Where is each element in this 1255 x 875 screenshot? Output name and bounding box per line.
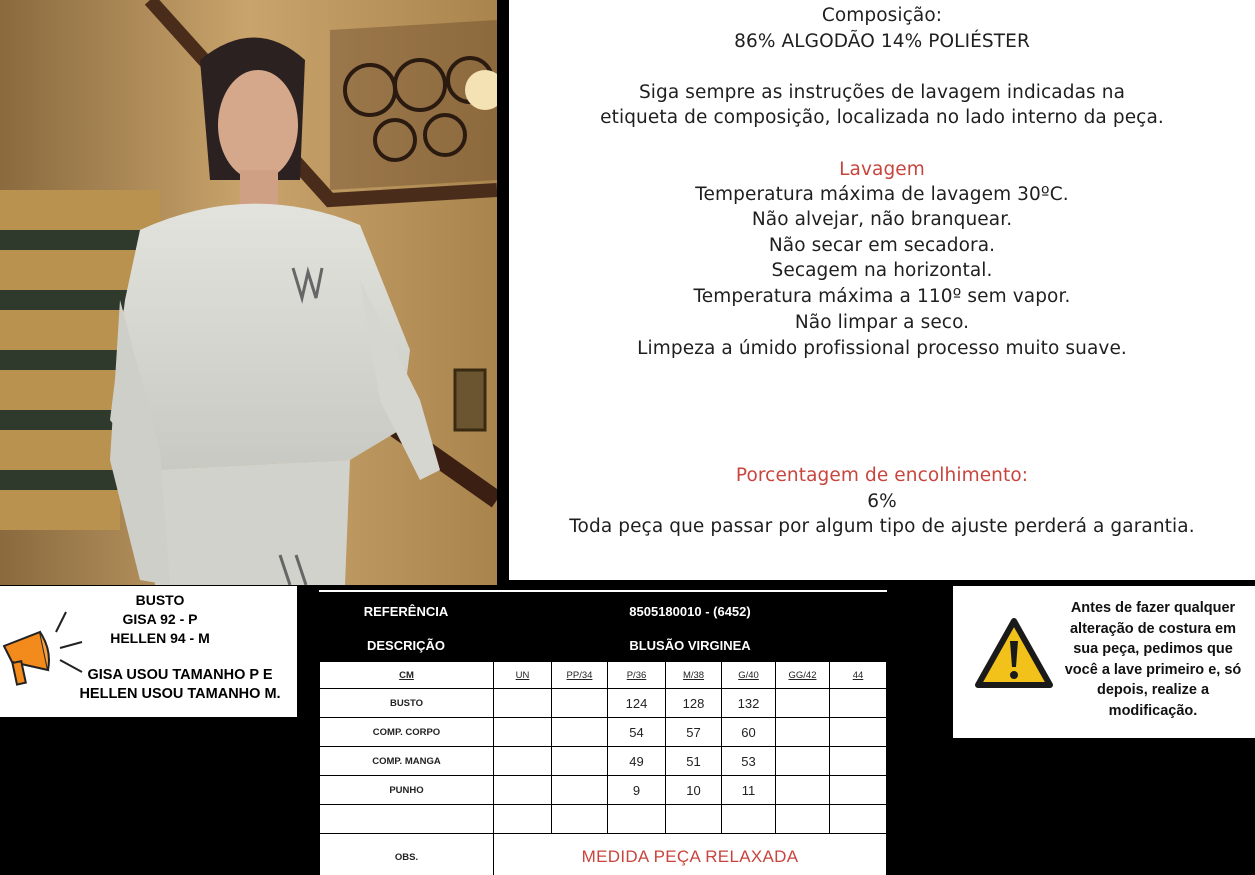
size-table <box>319 590 887 875</box>
size-col-header: PP/34 <box>552 662 608 689</box>
warning-icon <box>974 617 1054 689</box>
cell: 132 <box>722 689 776 718</box>
cell: 51 <box>666 747 722 776</box>
table-row <box>320 718 887 747</box>
cell <box>830 718 887 747</box>
wash-item: Temperatura máxima de lavagem 30ºC. <box>695 184 1069 205</box>
cell <box>494 718 552 747</box>
cell: 53 <box>722 747 776 776</box>
cell <box>494 776 552 805</box>
cell <box>552 747 608 776</box>
cell: 57 <box>666 718 722 747</box>
cell: 10 <box>666 776 722 805</box>
composition-title: Composição: <box>821 5 943 26</box>
busto-title: BUSTO <box>135 592 185 608</box>
cell: 9 <box>608 776 666 805</box>
cell <box>776 776 830 805</box>
cell: 124 <box>608 689 666 718</box>
model-photo-illustration <box>0 0 497 585</box>
row-label: COMP. MANGA <box>320 747 494 776</box>
megaphone-icon <box>0 610 92 690</box>
table-row <box>320 747 887 776</box>
row-label: PUNHO <box>320 776 494 805</box>
busto-line1: GISA 92 - P <box>122 611 198 627</box>
wash-note-line1: Siga sempre as instruções de lavagem indicadas na <box>638 82 1126 103</box>
warning-line: alteração de costura em <box>1069 620 1237 637</box>
wash-item: Não alvejar, não branquear. <box>751 209 1013 230</box>
wash-item: Secagem na horizontal. <box>771 260 993 281</box>
table-row <box>320 689 887 718</box>
cell: 128 <box>666 689 722 718</box>
cell <box>722 805 776 834</box>
size-col-header: UN <box>494 662 552 689</box>
desc-value: BLUSÃO VIRGINEA <box>629 638 751 653</box>
warranty-note: Toda peça que passar por algum tipo de ajuste perderá a garantia. <box>569 516 1195 537</box>
product-photo <box>0 0 497 585</box>
warning-line: modificação. <box>1108 702 1198 719</box>
cell <box>666 805 722 834</box>
row-label: COMP. CORPO <box>320 718 494 747</box>
wash-item: Não secar em secadora. <box>768 235 996 256</box>
cell <box>830 805 887 834</box>
measurement-grid <box>319 661 887 875</box>
busto-note-line1: GISA USOU TAMANHO P E <box>87 667 273 683</box>
cell: 49 <box>608 747 666 776</box>
warning-line: Antes de fazer qualquer <box>1070 600 1236 616</box>
wash-note-line2: etiqueta de composição, localizada no lado interno da peça. <box>600 107 1164 128</box>
cell <box>552 718 608 747</box>
cell <box>776 805 830 834</box>
cell <box>494 689 552 718</box>
warning-line: você a lave primeiro e, só <box>1064 661 1242 678</box>
obs-row <box>320 834 887 875</box>
size-col-header: P/36 <box>608 662 666 689</box>
cell <box>552 689 608 718</box>
wash-item: Não limpar a seco. <box>794 312 970 333</box>
wash-title: Lavagem <box>839 159 925 180</box>
size-col-header: GG/42 <box>776 662 830 689</box>
shrink-title: Porcentagem de encolhimento: <box>735 465 1029 486</box>
cell: 11 <box>722 776 776 805</box>
cell <box>608 805 666 834</box>
desc-label: DESCRIÇÃO <box>366 638 445 653</box>
table-row <box>320 776 887 805</box>
cell <box>494 747 552 776</box>
unit-label: CM <box>320 662 494 689</box>
cell <box>830 776 887 805</box>
size-col-header: G/40 <box>722 662 776 689</box>
wash-item: Temperatura máxima a 110º sem vapor. <box>693 286 1071 307</box>
size-col-header: M/38 <box>666 662 722 689</box>
busto-line2: HELLEN 94 - M <box>110 630 210 646</box>
busto-note-line2: HELLEN USOU TAMANHO M. <box>79 686 281 702</box>
row-label <box>320 805 494 834</box>
cell <box>776 718 830 747</box>
cell <box>830 747 887 776</box>
cell: 54 <box>608 718 666 747</box>
cell <box>552 776 608 805</box>
warning-line: depois, realize a <box>1096 682 1210 698</box>
cell <box>776 747 830 776</box>
obs-label: OBS. <box>320 834 494 875</box>
busto-note <box>60 666 300 704</box>
warning-text <box>1053 598 1253 721</box>
obs-value: MEDIDA PEÇA RELAXADA <box>494 834 887 875</box>
ref-label: REFERÊNCIA <box>363 604 449 619</box>
cell <box>776 689 830 718</box>
table-row <box>320 805 887 834</box>
composition-value: 86% ALGODÃO 14% POLIÉSTER <box>734 31 1030 52</box>
alteration-warning-box <box>953 586 1255 738</box>
care-info-panel <box>509 0 1255 580</box>
cell: 60 <box>722 718 776 747</box>
ref-value: 8505180010 - (6452) <box>629 604 751 619</box>
warning-line: sua peça, pedimos que <box>1073 641 1233 657</box>
shrink-value: 6% <box>867 491 897 512</box>
cell <box>494 805 552 834</box>
cell <box>552 805 608 834</box>
row-label: BUSTO <box>320 689 494 718</box>
cell <box>830 689 887 718</box>
size-col-header: 44 <box>830 662 887 689</box>
wash-item: Limpeza a úmido profissional processo muito suave. <box>637 338 1127 359</box>
